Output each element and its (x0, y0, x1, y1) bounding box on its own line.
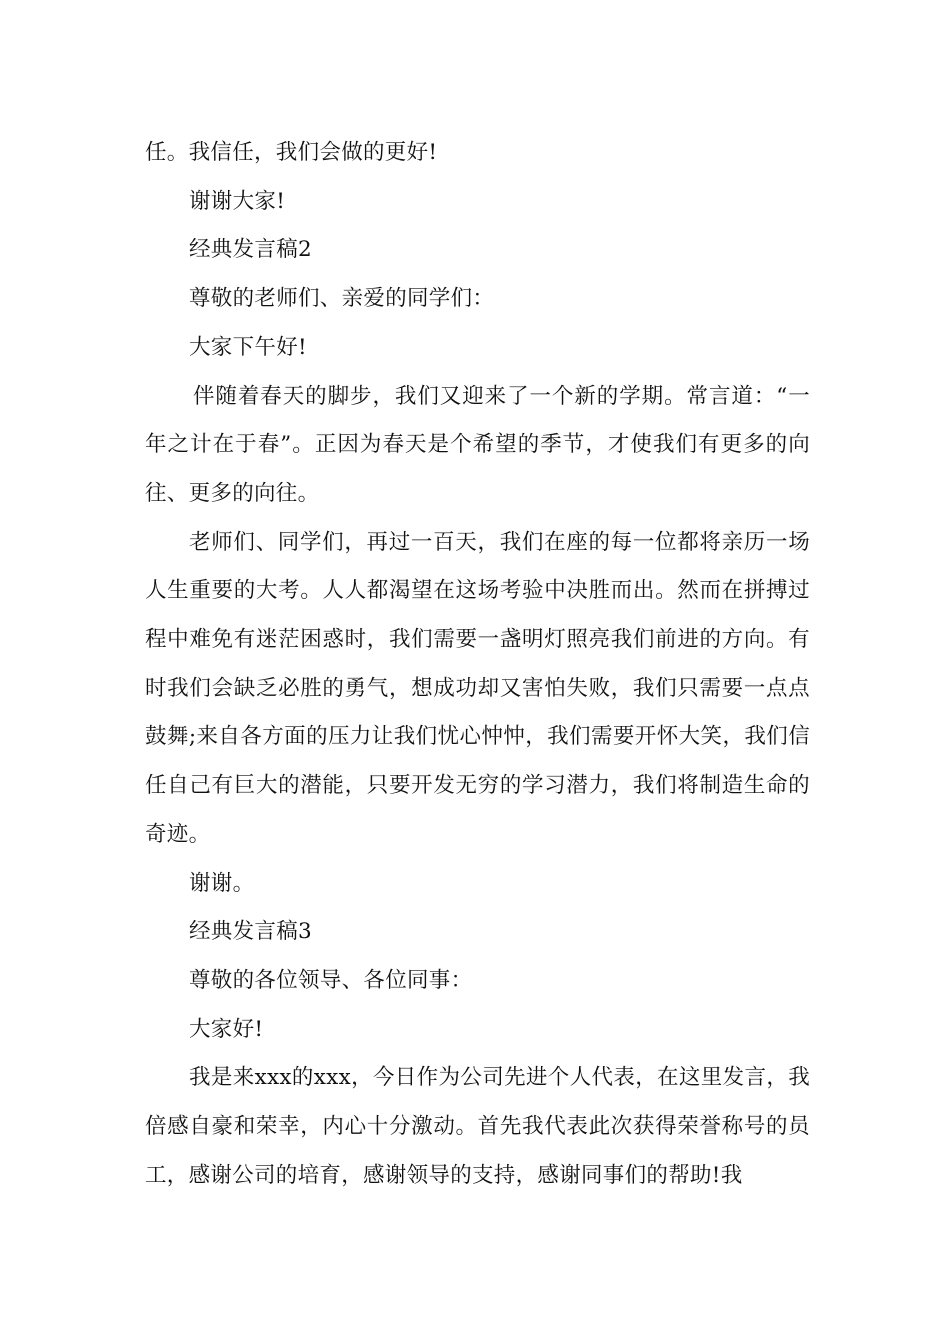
paragraph-exam: 老师们、同学们，再过一百天，我们在座的每一位都将亲历一场人生重要的大考。人人都渴望在这场考验中决胜而出。然而在拼搏过程中难免有迷茫困惑时，我们需要一盏明灯照亮我们前进的方向。有时我们会缺乏必胜的勇气，想成功却又害怕失败，我们只需要一点点鼓舞;来自各方面的压力让我们忧心忡忡，我们需要开怀大笑，我们信任自己有巨大的潜能，只要开发无穷的学习潜力，我们将制造生命的奇迹。 (145, 529, 810, 847)
paragraph-thanks: 谢谢大家! (189, 188, 286, 214)
paragraph-thank-you: 谢谢。 (189, 870, 255, 896)
salutation-teachers-students: 尊敬的老师们、亲爱的同学们： (189, 286, 495, 312)
section-title-speech-3: 经典发言稿3 (189, 919, 312, 945)
greeting-afternoon: 大家下午好! (189, 334, 307, 360)
section-title-speech-2: 经典发言稿2 (189, 237, 312, 263)
document-body (145, 129, 810, 1200)
salutation-leaders-colleagues: 尊敬的各位领导、各位同事： (189, 967, 473, 993)
greeting-everyone: 大家好! (189, 1016, 264, 1042)
paragraph-representative: 我是来xxx的xxx，今日作为公司先进个人代表，在这里发言，我倍感自豪和荣幸，内心十分激动。首先我代表此次获得荣誉称号的员工，感谢公司的培育，感谢领导的支持，感谢同事们的帮助!我 (145, 1065, 810, 1188)
paragraph-spring: 伴随着春天的脚步，我们又迎来了一个新的学期。常言道：“一年之计在于春”。正因为春天是个希望的季节，才使我们有更多的向往、更多的向往。 (145, 383, 810, 506)
paragraph-continuation: 任。我信任，我们会做的更好! (145, 140, 438, 165)
